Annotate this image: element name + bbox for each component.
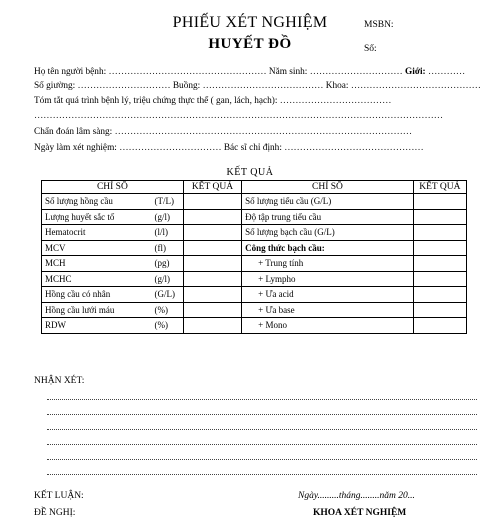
gender-blank[interactable]: ………… xyxy=(427,67,466,77)
table-row xyxy=(42,209,467,225)
col-header-index-left: CHỈ SỐ xyxy=(42,181,184,194)
row-name: + Trung tính xyxy=(242,256,414,272)
table-row xyxy=(42,240,467,256)
form-subtitle: HUYẾT ĐỒ xyxy=(208,36,292,52)
result-cell[interactable] xyxy=(183,256,241,272)
gender-label: Giới: xyxy=(405,67,426,77)
birth-year-blank[interactable]: ………………………… xyxy=(309,67,403,77)
table-header-row xyxy=(42,181,467,194)
row-unit: (g/l) xyxy=(152,271,184,287)
result-cell[interactable] xyxy=(413,318,466,334)
row-unit: (G/L) xyxy=(152,287,184,303)
birth-year-label: Năm sinh: xyxy=(268,67,308,77)
remarks-line[interactable] xyxy=(47,414,477,415)
remarks-line[interactable] xyxy=(47,444,477,445)
row-unit: (l/l) xyxy=(152,225,184,241)
conclusion-label: KẾT LUẬN: xyxy=(34,491,84,501)
bed-label: Số giường: xyxy=(34,81,76,91)
table-row xyxy=(42,302,467,318)
remarks-label: NHẬN XÉT: xyxy=(34,376,85,386)
col-header-result-left: KẾT QUẢ xyxy=(183,181,241,194)
diagnosis-label: Chẩn đoán lâm sàng: xyxy=(34,127,113,137)
patient-name-blank[interactable]: …………………………………………… xyxy=(108,67,267,77)
test-date-label: Ngày làm xét nghiệm: xyxy=(34,143,117,153)
table-row xyxy=(42,271,467,287)
row-unit: (%) xyxy=(152,302,184,318)
row-name: Hồng cầu lưới máu xyxy=(42,302,152,318)
form-title: PHIẾU XÉT NGHIỆM xyxy=(172,14,328,31)
result-cell[interactable] xyxy=(183,209,241,225)
row-unit: (fl) xyxy=(152,240,184,256)
summary-label: Tóm tắt quá trình bệnh lý, triệu chứng thực thể ( gan, lách, hạch): xyxy=(34,96,278,106)
bed-line xyxy=(34,81,481,91)
remarks-line[interactable] xyxy=(47,429,477,430)
row-name: Hematocrit xyxy=(42,225,152,241)
row-name: Số lượng bạch cầu (G/L) xyxy=(242,225,414,241)
result-cell[interactable] xyxy=(413,194,466,210)
result-cell[interactable] xyxy=(413,225,466,241)
row-name: Hồng cầu có nhân xyxy=(42,287,152,303)
table-row xyxy=(42,287,467,303)
row-name: Công thức bạch cầu: xyxy=(242,240,414,256)
remarks-line[interactable] xyxy=(47,399,477,400)
row-name: MCH xyxy=(42,256,152,272)
result-cell[interactable] xyxy=(413,287,466,303)
row-name: Lượng huyết sắc tố xyxy=(42,209,152,225)
row-name: Số lượng hồng cầu xyxy=(42,194,152,210)
row-name: + Ưa acid xyxy=(242,287,414,303)
department-blank[interactable]: …………………………………… xyxy=(350,81,481,91)
table-row xyxy=(42,256,467,272)
row-name: MCHC xyxy=(42,271,152,287)
room-label: Buồng: xyxy=(172,81,201,91)
table-row xyxy=(42,318,467,334)
department-label: Khoa: xyxy=(325,81,349,91)
result-cell[interactable] xyxy=(183,302,241,318)
doctor-blank[interactable]: ……………………………………… xyxy=(284,143,424,153)
row-name: Số lượng tiểu cầu (G/L) xyxy=(242,194,414,210)
table-row xyxy=(42,225,467,241)
recommendation-label: ĐỀ NGHỊ: xyxy=(34,508,76,518)
row-unit: (T/L) xyxy=(152,194,184,210)
result-cell[interactable] xyxy=(183,225,241,241)
room-blank[interactable]: ………………………………… xyxy=(202,81,324,91)
result-title: KẾT QUẢ xyxy=(226,167,274,178)
patient-name-label: Họ tên người bệnh: xyxy=(34,67,107,77)
result-cell[interactable] xyxy=(413,209,466,225)
result-table xyxy=(41,180,467,334)
result-cell[interactable] xyxy=(183,240,241,256)
col-header-index-right: CHỈ SỐ xyxy=(242,181,414,194)
remarks-line[interactable] xyxy=(47,459,477,460)
test-date-blank[interactable]: …………………………… xyxy=(119,143,222,153)
row-unit: (g/l) xyxy=(152,209,184,225)
row-name: MCV xyxy=(42,240,152,256)
row-name: RDW xyxy=(42,318,152,334)
result-cell[interactable] xyxy=(183,194,241,210)
summary-blank-2[interactable]: …………………………………………………………………………………………………………………… xyxy=(34,111,444,121)
result-cell[interactable] xyxy=(183,271,241,287)
diagnosis-blank[interactable]: …………………………………………………………………………………… xyxy=(114,127,413,137)
result-cell[interactable] xyxy=(183,287,241,303)
remarks-line[interactable] xyxy=(47,474,477,475)
row-unit: (%) xyxy=(152,318,184,334)
summary-blank[interactable]: ……………………………… xyxy=(279,96,392,106)
result-cell[interactable] xyxy=(413,271,466,287)
row-name: Độ tập trung tiểu cầu xyxy=(242,209,414,225)
summary-line-2 xyxy=(34,111,443,121)
table-row xyxy=(42,194,467,210)
bed-blank[interactable]: ………………………… xyxy=(77,81,171,91)
lab-department-label: KHOA XÉT NGHIỆM xyxy=(313,508,407,518)
diagnosis-line xyxy=(34,127,412,137)
row-name: + Mono xyxy=(242,318,414,334)
summary-line xyxy=(34,96,391,106)
result-cell[interactable] xyxy=(413,256,466,272)
result-cell[interactable] xyxy=(413,302,466,318)
row-name: + Ưa base xyxy=(242,302,414,318)
so-label: Số: xyxy=(364,44,377,54)
msbn-label: MSBN: xyxy=(364,20,394,30)
row-name: + Lympho xyxy=(242,271,414,287)
doctor-label: Bác sĩ chỉ định: xyxy=(223,143,282,153)
col-header-result-right: KẾT QUẢ xyxy=(413,181,466,194)
date-line: Ngày.........tháng........năm 20... xyxy=(298,491,415,501)
result-cell[interactable] xyxy=(413,240,466,256)
patient-name-line xyxy=(34,67,465,77)
test-date-line xyxy=(34,143,424,153)
result-cell[interactable] xyxy=(183,318,241,334)
row-unit: (pg) xyxy=(152,256,184,272)
